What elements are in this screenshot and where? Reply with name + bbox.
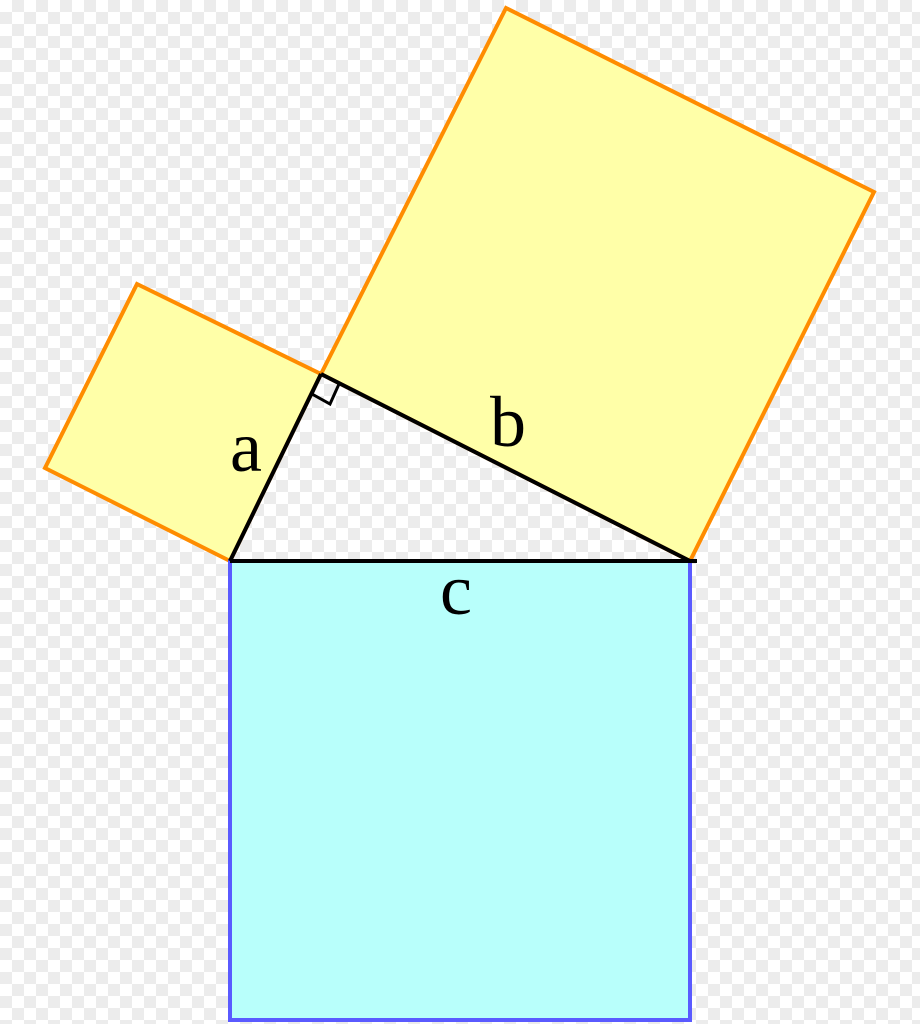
label-b: b [490,382,526,462]
label-a: a [230,407,262,487]
label-c: c [440,550,472,630]
square-on-side-a [45,284,321,561]
square-on-side-b [321,8,874,561]
